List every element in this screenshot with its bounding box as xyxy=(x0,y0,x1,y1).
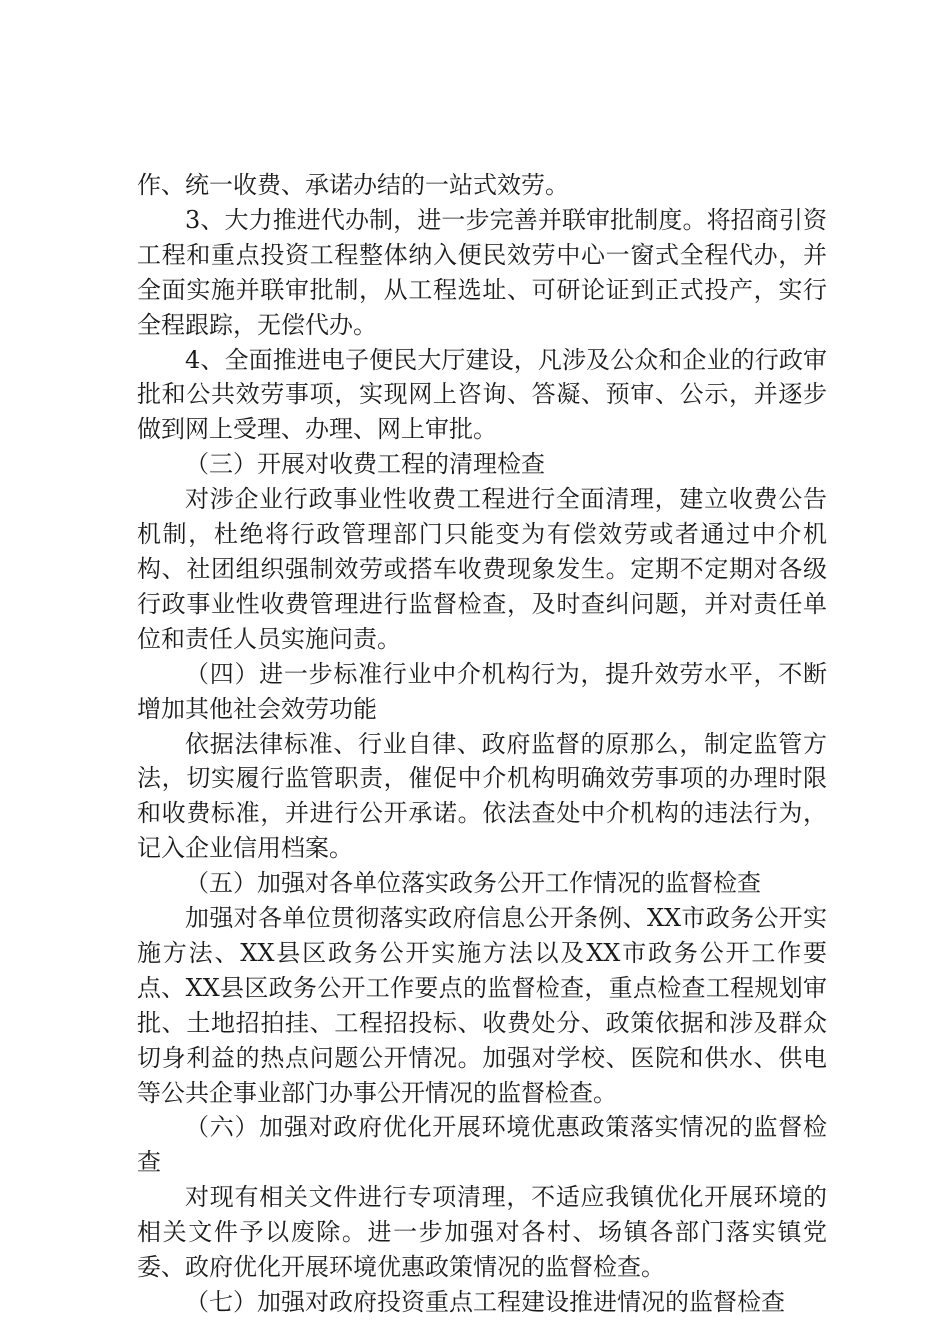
document-page xyxy=(137,168,827,1320)
section-heading-3: （三）开展对收费工程的清理检查 xyxy=(185,450,545,479)
paragraph-section-3-body: 对涉企业行政事业性收费工程进行全面清理，建立收费公告机制，杜绝将行政管理部门只能变为有偿效劳或者通过中介机构、社团组织强制效劳或搭车收费现象发生。定期不定期对各级行政事业性收费管理进行监督检查，及时查纠问题，并对责任单位和责任人员实施问责。 xyxy=(137,485,827,653)
section-heading-6: （六）加强对政府优化开展环境优惠政策落实情况的监督检查 xyxy=(137,1113,827,1177)
section-heading-7: （七）加强对政府投资重点工程建设推进情况的监督检查 xyxy=(185,1288,785,1316)
paragraph-section-4-body: 依据法律标准、行业自律、政府监督的原那么，制定监管方法，切实履行监管职责，催促中介机构明确效劳事项的办理时限和收费标准，并进行公开承诺。依法查处中介机构的违法行为，记入企业信用档案。 xyxy=(137,729,827,863)
paragraph-continuation: 作、统一收费、承诺办结的一站式效劳。 xyxy=(137,171,569,199)
section-heading-4: （四）进一步标准行业中介机构行为，提升效劳水平，不断增加其他社会效劳功能 xyxy=(137,659,827,723)
paragraph-section-6-body: 对现有相关文件进行专项清理，不适应我镇优化开展环境的相关文件予以废除。进一步加强对各村、场镇各部门落实镇党委、政府优化开展环境优惠政策情况的监督检查。 xyxy=(137,1183,827,1282)
paragraph-section-5-body: 加强对各单位贯彻落实政府信息公开条例、XX市政务公开实施方法、XX县区政务公开实施方法以及XX市政务公开工作要点、XX县区政务公开工作要点的监督检查，重点检查工程规划审批、土地招拍挂、工程招投标、收费处分、政策依据和涉及群众切身利益的热点问题公开情况。加强对学校、医院和供水、供电等公共企事业部门办事公开情况的监督检查。 xyxy=(137,904,827,1107)
section-heading-5: （五）加强对各单位落实政务公开工作情况的监督检查 xyxy=(185,869,761,898)
paragraph-item-4: 4、全面推进电子便民大厅建设，凡涉及公众和企业的行政审批和公共效劳事项，实现网上咨询、答凝、预审、公示，并逐步做到网上受理、办理、网上审批。 xyxy=(137,345,827,444)
paragraph-item-3: 3、大力推进代办制，进一步完善并联审批制度。将招商引资工程和重点投资工程整体纳入便民效劳中心一窗式全程代办，并全面实施并联审批制，从工程选址、可研论证到正式投产，实行全程跟踪，无偿代办。 xyxy=(137,205,827,339)
